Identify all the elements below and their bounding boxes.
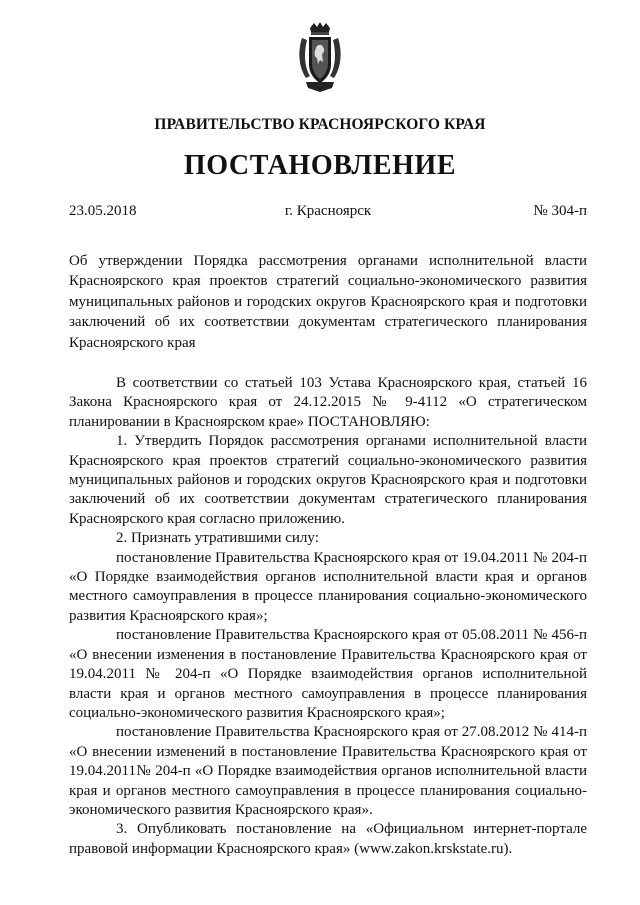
coat-of-arms-emblem: [296, 22, 344, 94]
document-city: г. Красноярск: [284, 203, 372, 219]
document-body: [69, 374, 587, 859]
document-number: № 304-п: [533, 203, 587, 219]
repeal-1-paragraph: постановление Правительства Красноярского края от 19.04.2011 № 204-п «О Порядке взаимодействия органов исполнительной власти края и органов местного самоуправления в процессе планирования социально-экономического развития Красноярского края»;: [69, 549, 587, 624]
repeal-3-paragraph: постановление Правительства Красноярского края от 27.08.2012 № 414-п «О внесении изменений в постановление Правительства Красноярского края от 19.04.2011№ 204-п «О Порядке взаимодействия органов исполнительной власти края и органов местного самоуправления в процессе планирования социально-экономического развития Красноярского края».: [69, 724, 587, 818]
item-1-paragraph: 1. Утвердить Порядок рассмотрения органами исполнительной власти Красноярского края проектов стратегий социально-экономического развития муниципальных районов и городских округов Красноярского края и подготовки заключений об их соответствии документам стратегического планирования Красноярского края согласно приложению.: [69, 433, 587, 527]
item-2-paragraph: 2. Признать утратившими силу:: [116, 530, 319, 547]
document-date: 23.05.2018: [69, 203, 137, 219]
document-title: Об утверждении Порядка рассмотрения органами исполнительной власти Красноярского края проектов стратегий социально-экономического развития муниципальных районов и городских округов Красноярского края и подготовки заключений об их соответствии документам стратегического планирования Красноярского края: [69, 253, 587, 351]
document-type: ПОСТАНОВЛЕНИЕ: [183, 150, 457, 181]
government-name: ПРАВИТЕЛЬСТВО КРАСНОЯРСКОГО КРАЯ: [154, 116, 486, 133]
repeal-2-paragraph: постановление Правительства Красноярского края от 05.08.2011 № 456-п «О внесении изменения в постановление Правительства Красноярского края от 19.04.2011 № 204-п «О Порядке взаимодействия органов исполнительной власти края и органов местного самоуправления в процессе планирования социально-экономического развития Красноярского края»;: [69, 627, 587, 721]
preamble-paragraph: В соответствии со статьей 103 Устава Красноярского края, статьей 16 Закона Красноярского края от 24.12.2015 № 9-4112 «О стратегическом планировании в Красноярском крае» ПОСТАНОВЛЯЮ:: [69, 375, 587, 430]
item-3-paragraph: 3. Опубликовать постановление на «Официальном интернет-портале правовой информации Красноярского края» (www.zakon.krskstate.ru).: [69, 821, 587, 857]
